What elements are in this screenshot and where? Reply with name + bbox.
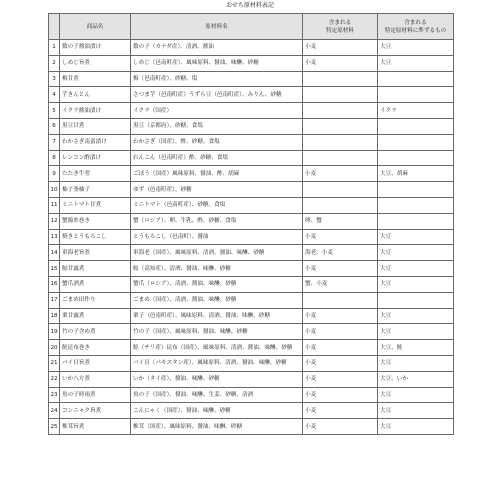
equivalent-allergens-cell: 大豆 bbox=[378, 324, 454, 340]
product-name-cell: パイ目旨煮 bbox=[60, 355, 131, 371]
table-row bbox=[49, 166, 454, 182]
ingredients-cell: ごぼう（国産）風味原料、醤油、酢、胡麻 bbox=[131, 166, 303, 182]
ingredients-cell: ごまめ（国産）、清酒、醤油、味醂、砂糖 bbox=[131, 292, 303, 308]
equivalent-allergens-cell: 大豆 bbox=[378, 355, 454, 371]
equivalent-allergens-cell: 大豆 bbox=[378, 245, 454, 261]
ingredients-cell: 梅（邑南町産）、砂糖、塩 bbox=[131, 71, 303, 87]
specified-allergens-cell bbox=[303, 103, 378, 119]
header-ingredients: 原材料名 bbox=[131, 14, 303, 40]
equivalent-allergens-cell: 大豆 bbox=[378, 55, 454, 71]
row-number: 8 bbox=[49, 150, 60, 166]
ingredients-cell: ゆず（邑南町産）、砂糖 bbox=[131, 182, 303, 198]
row-number: 12 bbox=[49, 213, 60, 229]
product-name-cell: 魚の子時雨煮 bbox=[60, 387, 131, 403]
product-name-cell: 焼きとうもろこし bbox=[60, 229, 131, 245]
equivalent-allergens-cell: 大豆 bbox=[378, 276, 454, 292]
ingredients-cell: 数の子（カナダ産）、清酒、醤油 bbox=[131, 40, 303, 56]
ingredients-cell: こんにゃく（国産）、醤油、味醂、砂糖 bbox=[131, 403, 303, 419]
specified-allergens-cell: 小麦 bbox=[303, 419, 378, 435]
product-name-cell: 蟹錦糸巻き bbox=[60, 213, 131, 229]
ingredients-cell: いか（タイ産）、醤油、味醂、砂糖 bbox=[131, 371, 303, 387]
ingredients-table bbox=[48, 13, 454, 435]
specified-allergens-cell: 蟹、小麦 bbox=[303, 276, 378, 292]
equivalent-allergens-cell: 大豆、胡麻 bbox=[378, 166, 454, 182]
table-row bbox=[49, 134, 454, 150]
equivalent-allergens-cell: 大豆 bbox=[378, 308, 454, 324]
row-number: 10 bbox=[49, 182, 60, 198]
product-name-cell: わかさぎ南蛮漬け bbox=[60, 134, 131, 150]
equivalent-allergens-cell: 大豆 bbox=[378, 40, 454, 56]
product-name-cell: 鮭昆布巻き bbox=[60, 340, 131, 356]
table-row bbox=[49, 387, 454, 403]
row-number: 14 bbox=[49, 245, 60, 261]
table-row bbox=[49, 71, 454, 87]
row-number: 3 bbox=[49, 71, 60, 87]
row-number: 13 bbox=[49, 229, 60, 245]
product-name-cell: 竹の子含め煮 bbox=[60, 324, 131, 340]
ingredients-cell: とうもろこし（邑南町）、醤油 bbox=[131, 229, 303, 245]
specified-allergens-cell bbox=[303, 292, 378, 308]
row-number: 15 bbox=[49, 261, 60, 277]
specified-allergens-cell bbox=[303, 71, 378, 87]
header-no bbox=[49, 14, 60, 40]
equivalent-allergens-cell bbox=[378, 292, 454, 308]
ingredients-cell: 魚の子（国産）、醤油、味醂、生姜、砂糖、清酒 bbox=[131, 387, 303, 403]
product-name-cell: レンコン酢漬け bbox=[60, 150, 131, 166]
specified-allergens-cell: 小麦 bbox=[303, 403, 378, 419]
table-row bbox=[49, 419, 454, 435]
ingredients-cell: 蟹爪（ロシア）、清酒、醤油、味醂、砂糖 bbox=[131, 276, 303, 292]
table-row bbox=[49, 182, 454, 198]
row-number: 20 bbox=[49, 340, 60, 356]
specified-allergens-cell: 小麦 bbox=[303, 261, 378, 277]
ingredients-cell: しめじ（邑南町産）、風味原料、醤油、味醂、砂糖 bbox=[131, 55, 303, 71]
table-row bbox=[49, 118, 454, 134]
equivalent-allergens-cell: 大豆 bbox=[378, 261, 454, 277]
page-title: おせち原材料表記 bbox=[226, 2, 274, 9]
table-row bbox=[49, 87, 454, 103]
equivalent-allergens-cell: 大豆、いか bbox=[378, 371, 454, 387]
product-name-cell: 梅甘煮 bbox=[60, 71, 131, 87]
table-row bbox=[49, 103, 454, 119]
row-number: 22 bbox=[49, 371, 60, 387]
ingredients-cell: さつま芋（邑南町産）うずら豆（邑南町産）、みりん、砂糖 bbox=[131, 87, 303, 103]
ingredients-cell: 車海老（国産）、風味原料、清酒、醤油、味醂、砂糖 bbox=[131, 245, 303, 261]
row-number: 23 bbox=[49, 387, 60, 403]
equivalent-allergens-cell: 大豆 bbox=[378, 403, 454, 419]
product-name-cell: コンニャク旨煮 bbox=[60, 403, 131, 419]
specified-allergens-cell: 小麦 bbox=[303, 308, 378, 324]
equivalent-allergens-cell: イクラ bbox=[378, 103, 454, 119]
row-number: 19 bbox=[49, 324, 60, 340]
table-row bbox=[49, 229, 454, 245]
product-name-cell: 椎茸旨煮 bbox=[60, 419, 131, 435]
header-equivalent-allergens: 含まれる 特定原材料に準ずるもの bbox=[378, 14, 454, 40]
equivalent-allergens-cell: 大豆 bbox=[378, 387, 454, 403]
table-row bbox=[49, 355, 454, 371]
row-number: 21 bbox=[49, 355, 60, 371]
equivalent-allergens-cell bbox=[378, 213, 454, 229]
table-row bbox=[49, 340, 454, 356]
row-number: 2 bbox=[49, 55, 60, 71]
row-number: 5 bbox=[49, 103, 60, 119]
product-name-cell: 芋きんとん bbox=[60, 87, 131, 103]
table-row bbox=[49, 292, 454, 308]
equivalent-allergens-cell: 大豆 bbox=[378, 419, 454, 435]
specified-allergens-cell bbox=[303, 87, 378, 103]
equivalent-allergens-cell bbox=[378, 150, 454, 166]
specified-allergens-cell: 小麦 bbox=[303, 40, 378, 56]
table-row bbox=[49, 197, 454, 213]
specified-allergens-cell: 小麦 bbox=[303, 387, 378, 403]
specified-allergens-cell bbox=[303, 118, 378, 134]
specified-allergens-cell bbox=[303, 134, 378, 150]
product-name-cell: たたき牛蒡 bbox=[60, 166, 131, 182]
table-header-row bbox=[49, 14, 454, 40]
specified-allergens-cell: 小麦 bbox=[303, 55, 378, 71]
product-name-cell: 車海老旨煮 bbox=[60, 245, 131, 261]
product-name-cell: イクラ醤油漬け bbox=[60, 103, 131, 119]
table-row bbox=[49, 55, 454, 71]
table-row bbox=[49, 276, 454, 292]
specified-allergens-cell: 小麦 bbox=[303, 324, 378, 340]
equivalent-allergens-cell bbox=[378, 197, 454, 213]
table-row bbox=[49, 261, 454, 277]
row-number: 11 bbox=[49, 197, 60, 213]
ingredients-cell: 竹の子（国産）、風味原料、醤油、味醂、砂糖 bbox=[131, 324, 303, 340]
row-number: 7 bbox=[49, 134, 60, 150]
specified-allergens-cell: 小麦 bbox=[303, 166, 378, 182]
equivalent-allergens-cell bbox=[378, 71, 454, 87]
row-number: 16 bbox=[49, 276, 60, 292]
product-name-cell: 蟹爪酒煮 bbox=[60, 276, 131, 292]
product-name-cell: いか八方煮 bbox=[60, 371, 131, 387]
ingredients-cell: わかさぎ（国産）、酢、砂糖、食塩 bbox=[131, 134, 303, 150]
row-number: 9 bbox=[49, 166, 60, 182]
ingredients-cell: イクラ（国産） bbox=[131, 103, 303, 119]
row-number: 25 bbox=[49, 419, 60, 435]
equivalent-allergens-cell bbox=[378, 134, 454, 150]
equivalent-allergens-cell bbox=[378, 118, 454, 134]
equivalent-allergens-cell bbox=[378, 182, 454, 198]
product-name-cell: 鮎甘露煮 bbox=[60, 261, 131, 277]
table-row bbox=[49, 245, 454, 261]
equivalent-allergens-cell bbox=[378, 87, 454, 103]
ingredients-cell: 蟹（ロシア）、卵、牛乳、酢、砂糖、食塩 bbox=[131, 213, 303, 229]
ingredients-cell: れんこん（邑南町産）酢、砂糖、食塩 bbox=[131, 150, 303, 166]
product-name-cell: しめじ旨煮 bbox=[60, 55, 131, 71]
ingredients-cell: バイ貝（パキスタン産）、風味原料、清酒、醤油、味醂、砂糖 bbox=[131, 355, 303, 371]
table-row bbox=[49, 371, 454, 387]
product-name-cell: ごまめ田作り bbox=[60, 292, 131, 308]
row-number: 4 bbox=[49, 87, 60, 103]
table-row bbox=[49, 40, 454, 56]
row-number: 6 bbox=[49, 118, 60, 134]
table-row bbox=[49, 324, 454, 340]
table-row bbox=[49, 403, 454, 419]
equivalent-allergens-cell: 大豆、鮭 bbox=[378, 340, 454, 356]
product-name-cell: 数の子醤油漬け bbox=[60, 40, 131, 56]
specified-allergens-cell: 小麦 bbox=[303, 371, 378, 387]
specified-allergens-cell: 小麦 bbox=[303, 229, 378, 245]
specified-allergens-cell: 小麦 bbox=[303, 340, 378, 356]
row-number: 18 bbox=[49, 308, 60, 324]
specified-allergens-cell: 海老、小麦 bbox=[303, 245, 378, 261]
specified-allergens-cell: 卵、蟹 bbox=[303, 213, 378, 229]
table-row bbox=[49, 213, 454, 229]
product-name-cell: 黒豆甘煮 bbox=[60, 118, 131, 134]
row-number: 24 bbox=[49, 403, 60, 419]
table-row bbox=[49, 308, 454, 324]
product-name-cell: 栗甘露煮 bbox=[60, 308, 131, 324]
specified-allergens-cell bbox=[303, 197, 378, 213]
header-product-name: 商品名 bbox=[60, 14, 131, 40]
specified-allergens-cell bbox=[303, 150, 378, 166]
product-name-cell: 柚子釜柚子 bbox=[60, 182, 131, 198]
ingredients-cell: 栗子（邑南町産）、風味原料、清酒、醤油、味醂、砂糖 bbox=[131, 308, 303, 324]
row-number: 1 bbox=[49, 40, 60, 56]
ingredients-cell: ミニトマト（邑南町産）、砂糖、食塩 bbox=[131, 197, 303, 213]
header-specified-allergens: 含まれる 特定原材料 bbox=[303, 14, 378, 40]
ingredients-cell: 鮎（高知産）、清酒、醤油、味醂、砂糖 bbox=[131, 261, 303, 277]
ingredients-cell: 椎茸（国産）、風味原料、醤油、味醂、砂糖 bbox=[131, 419, 303, 435]
product-name-cell: ミニトマト甘煮 bbox=[60, 197, 131, 213]
ingredients-cell: 鮭（チリ産）昆布（国産）、風味原料、清酒、醤油、味醂、砂糖 bbox=[131, 340, 303, 356]
specified-allergens-cell: 小麦 bbox=[303, 355, 378, 371]
ingredients-cell: 黒豆（京都府）、砂糖、食塩 bbox=[131, 118, 303, 134]
row-number: 17 bbox=[49, 292, 60, 308]
equivalent-allergens-cell: 大豆 bbox=[378, 229, 454, 245]
table-row bbox=[49, 150, 454, 166]
specified-allergens-cell bbox=[303, 182, 378, 198]
